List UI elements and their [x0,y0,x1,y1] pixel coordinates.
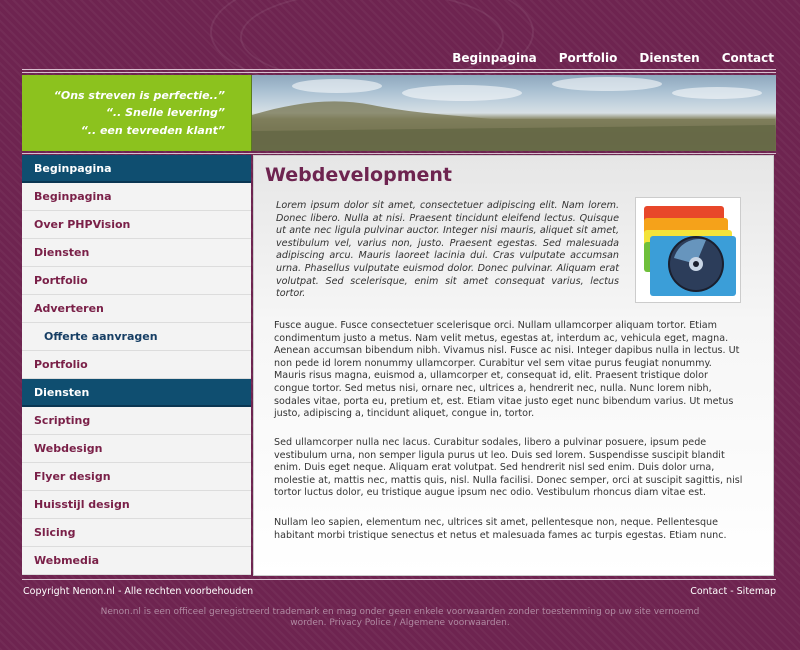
paragraph: Nullam leo sapien, elementum nec, ultrices sit amet, pellentesque non, neque. Pellentesque habitant morbi tristique senectus et netus et malesuada fames ac turpis egestas. Etiam nunc. [274,517,727,541]
header-divider [22,72,776,73]
sidebar-item-huisstijl-design[interactable]: Huisstijl design [22,491,251,519]
top-nav-portfolio-link[interactable]: Portfolio [558,51,618,65]
sidebar-item-beginpagina[interactable]: Beginpagina [22,183,251,211]
paragraph: Sed ullamcorper nulla nec lacus. Curabitur sodales, libero a pulvinar posuere, ipsum pede vestibulum urna, non semper ligula purus ut leo. Duis sed lorem. Suspendisse suscipit blandit enim. Duis eget neque. Aliquam erat volutpat. Sed hendrerit nisl sed enim. Duis dolor urna, molestie at, mattis nec, mattis quis, nisl. Nulla facilisi. Donec semper, orci at suscipit sagittis, nisl tortor luctus dolor, eu tristique augue ipsum nec odio. Vestibulum rhoncus diam vitae est. [274,437,743,499]
sidebar-item-adverteren[interactable]: Adverteren [22,295,251,323]
paragraph: Fusce augue. Fusce consectetuer scelerisque orci. Nullam ullamcorper aliquam tortor. Etiam condimentum justo a metus. Nam velit metus, egestas at, interdum ac, vehicula eget, magna. Aenean accumsan bibendum nibh. Vivamus nisl. Fusce ac nisi. Integer dapibus nulla in lectus. Ut non pede id lorem nonummy ullamcorper. Curabitur vel sem vitae purus feugiat nonummy. Mauris risus magna, euismod a, ullamcorper et, consequat id, elit. Praesent tristique dolor congue tortor. Sed metus nisi, ornare nec, ultrices a, hendrerit nec, nulla. Nunc lorem nibh, sodales vitae, porta eu, pretium et, est. Etiam vitae justo eget nunc bibendum varius. Ut metus justo, adipiscing a, tincidunt aliquet, congue in, tortor. [274,320,740,420]
top-nav-home-link[interactable]: Beginpagina [452,51,537,65]
sidebar-item-portfolio[interactable]: Portfolio [22,267,251,295]
cd-folder-icon [636,198,740,302]
slogan-line: “Ons streven is perfectie..” [53,89,225,102]
intro-text: Lorem ipsum dolor sit amet, consectetuer adipiscing elit. Nam lorem. Donec libero. Nulla at nisi. Praesent tincidunt eleifend lectus. Quisque ut ante nec ligula pulvinar auctor. Integer nisi mauris, aliquet sit amet, vestibulum vel, varius non, justo. Praesent egestas. Sed malesuada adipiscing arcu. Mauris laoreet lacinia dui. Cras vulputate accumsan urna. Phasellus vulputate euismod dolor. Donec pulvinar. Aliquam erat volutpat. Sed scelerisque, enim sit amet consequat varius, lectus tortor. [276,200,619,300]
top-nav [452,51,774,65]
hills-graphic [252,75,775,151]
sidebar-head-beginpagina[interactable]: Beginpagina [22,155,251,183]
sidebar-item-diensten[interactable]: Diensten [22,239,251,267]
page-title: Webdevelopment [265,164,452,186]
copyright-text: Copyright Nenon.nl - Alle rechten voorbehouden [23,586,254,597]
banner-divider [22,153,776,154]
footer-divider [22,579,776,580]
slogan-line: “.. Snelle levering” [105,106,225,119]
top-nav-contact-link[interactable]: Contact [721,51,774,65]
cd-folder-illustration [635,197,741,303]
sidebar-item-portfolio[interactable]: Portfolio [22,351,251,379]
top-nav-diensten-link[interactable]: Diensten [639,51,700,65]
sidebar-item-webmedia[interactable]: Webmedia [22,547,251,575]
main-content [253,155,774,576]
sidebar-item-offerte-aanvragen[interactable]: Offerte aanvragen [22,323,251,351]
disclaimer-text: Nenon.nl is een officeel geregistreerd trademark en mag onder geen enkele voorwaarden zonder toestemming op uw site vernoemd worden. Privacy Police / Algemene voorwaarden. [100,607,700,628]
landscape-photo [252,75,776,151]
footer-links[interactable]: Contact - Sitemap [690,586,776,597]
sidebar-head-diensten[interactable]: Diensten [22,379,251,407]
sidebar-item-over-phpvision[interactable]: Over PHPVision [22,211,251,239]
header-divider [22,69,776,70]
sidebar-item-slicing[interactable]: Slicing [22,519,251,547]
header-banner [22,75,776,151]
slogan-line: “.. een tevreden klant” [80,124,225,137]
sidebar-item-flyer-design[interactable]: Flyer design [22,463,251,491]
sidebar [22,155,251,575]
sidebar-item-scripting[interactable]: Scripting [22,407,251,435]
sidebar-item-webdesign[interactable]: Webdesign [22,435,251,463]
slogan-box [22,75,252,151]
